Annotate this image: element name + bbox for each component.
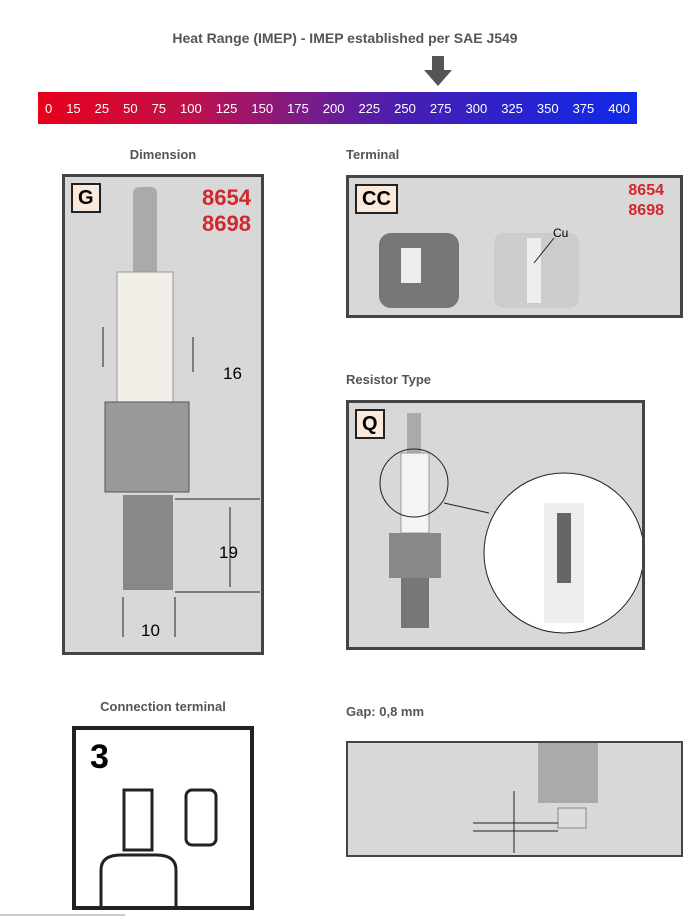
- gap-panel: [346, 741, 683, 857]
- scrollbar[interactable]: [0, 914, 125, 916]
- dimension-label: Dimension: [129, 147, 197, 162]
- part-number: 8698: [628, 202, 664, 219]
- terminal-panel: [346, 175, 683, 318]
- part-number: 8654: [202, 185, 251, 210]
- connection-terminal-drawing: [76, 730, 250, 906]
- heat-range-tick: 25: [94, 100, 110, 116]
- heat-range-tick: 350: [536, 100, 559, 116]
- heat-range-tick: 125: [215, 100, 238, 116]
- heat-range-tick: 300: [465, 100, 488, 116]
- heat-range-title: Heat Range (IMEP) - IMEP established per SAE J549: [172, 30, 518, 46]
- resistor-label: Resistor Type: [346, 372, 432, 387]
- connection-code: 3: [90, 738, 109, 776]
- dimension-code: G: [71, 183, 101, 213]
- spark-plug-dimension-drawing: [65, 177, 261, 652]
- thread-dimension: 10: [141, 621, 160, 640]
- heat-range-tick: 150: [251, 100, 274, 116]
- dimension-panel: [62, 174, 264, 655]
- heat-range-tick: 100: [180, 100, 202, 116]
- heat-range-tick: 75: [151, 100, 167, 116]
- part-number: 8698: [202, 211, 251, 236]
- resistor-drawing: [349, 403, 642, 647]
- heat-range-tick: 275: [429, 100, 452, 116]
- resistor-panel: [346, 400, 645, 650]
- copper-core-drawing: [349, 178, 680, 315]
- gap-label: Gap: 0,8 mm: [346, 704, 425, 719]
- heat-range-scale: [38, 92, 637, 124]
- heat-range-tick: 375: [572, 100, 595, 116]
- heat-range-tick: 175: [287, 100, 309, 116]
- heat-range-tick: 50: [123, 100, 138, 116]
- terminal-label: Terminal: [346, 147, 400, 162]
- heat-range-arrow-icon: [424, 56, 452, 86]
- copper-label: Cu: [553, 226, 569, 240]
- heat-range-tick: 225: [358, 100, 381, 116]
- heat-range-tick: 15: [66, 100, 81, 116]
- heat-range-tick: 250: [394, 100, 416, 116]
- heat-range-tick: 400: [608, 100, 630, 116]
- part-number: 8654: [628, 182, 664, 199]
- gap-drawing: [348, 743, 681, 855]
- connection-panel: [72, 726, 254, 910]
- heat-range-tick: 0: [44, 100, 53, 116]
- resistor-code: Q: [355, 409, 385, 439]
- connection-label: Connection terminal: [100, 699, 226, 714]
- heat-range-tick: 200: [322, 100, 345, 116]
- heat-range-tick: 325: [501, 100, 523, 116]
- reach-dimension: 19: [219, 543, 238, 562]
- terminal-code: CC: [355, 184, 398, 214]
- hex-dimension: 16: [223, 364, 242, 383]
